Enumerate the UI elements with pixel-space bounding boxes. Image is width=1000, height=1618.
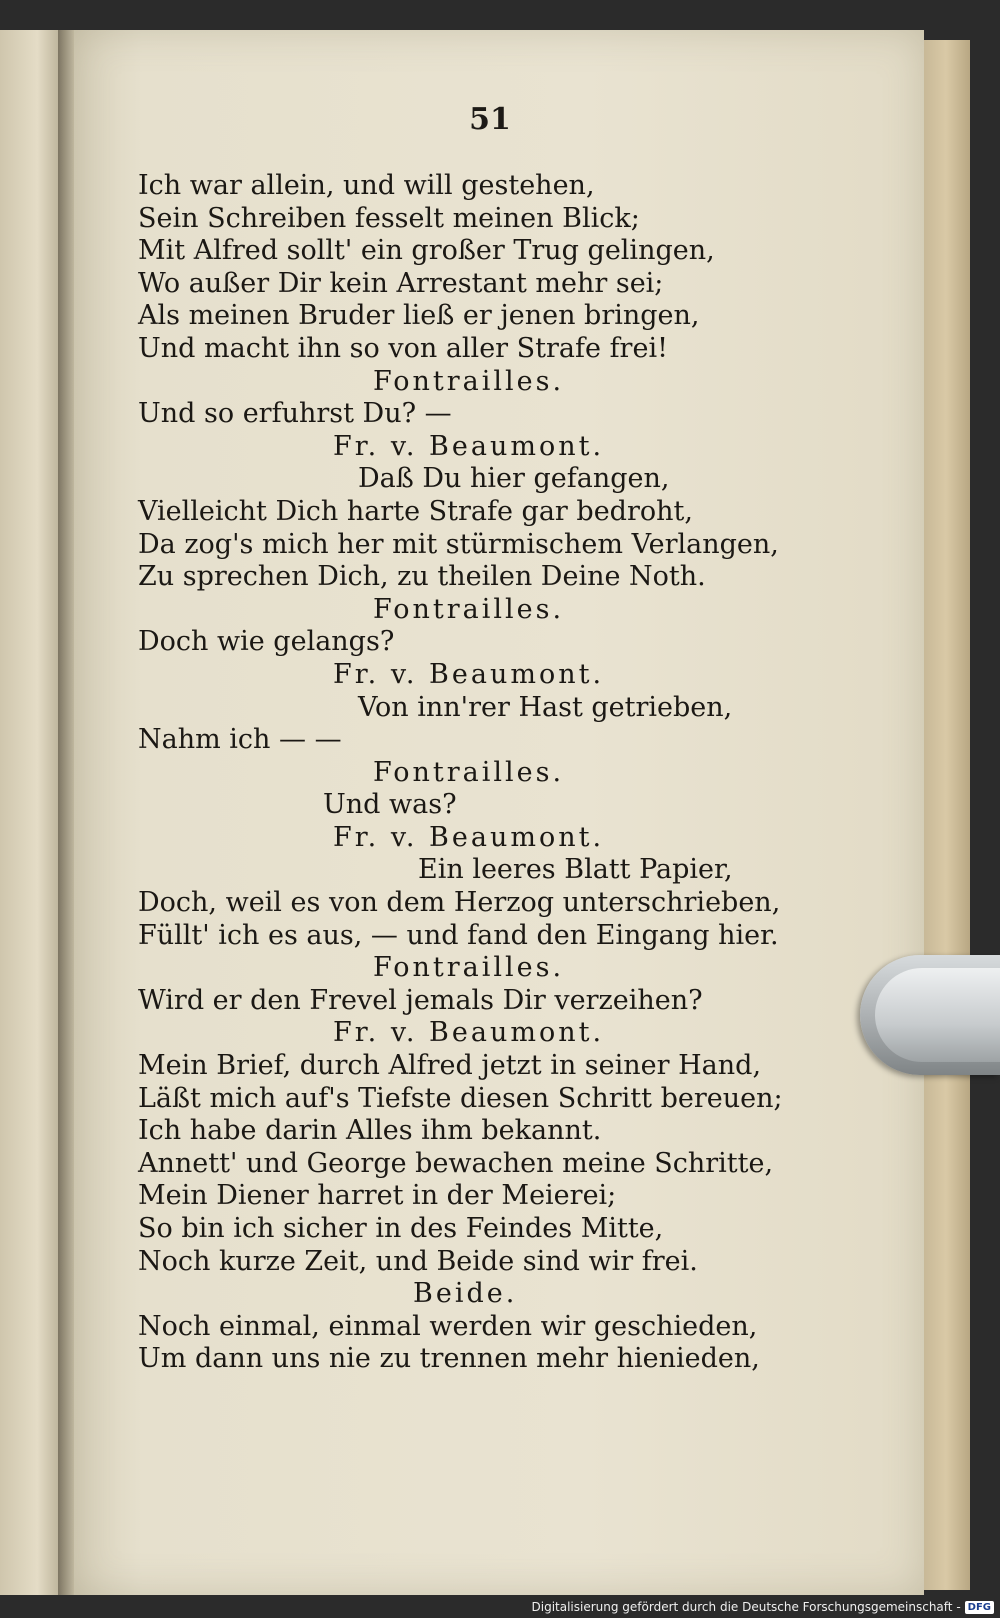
verse-line: Läßt mich auf's Tiefste diesen Schritt bereuen;: [138, 1082, 783, 1114]
speaker-name: Fontrailles.: [373, 756, 565, 788]
speaker-name: Fr. v. Beaumont.: [333, 821, 605, 853]
verse-line: Wo außer Dir kein Arrestant mehr sei;: [138, 267, 664, 299]
speaker-name: Fr. v. Beaumont.: [333, 430, 605, 462]
verse-line: So bin ich sicher in des Feindes Mitte,: [138, 1213, 664, 1244]
speaker-name: Beide.: [413, 1278, 518, 1310]
footer-credit-text: Digitalisierung gefördert durch die Deutsche Forschungsgemeinschaft -: [531, 1600, 961, 1614]
footer-credit: [532, 1600, 995, 1614]
verse-line: Füllt' ich es aus, — und fand den Eingang hier.: [138, 919, 779, 951]
verse-line: Wird er den Frevel jemals Dir verzeihen?: [138, 984, 703, 1016]
verse-line: Noch kurze Zeit, und Beide sind wir frei.: [138, 1245, 698, 1277]
speaker-name: Fr. v. Beaumont.: [333, 658, 605, 690]
poem-text-block: [138, 170, 818, 1376]
speaker-name: Fontrailles.: [373, 593, 565, 625]
verse-line: Um dann uns nie zu trennen mehr hienieden,: [138, 1343, 760, 1375]
verse-line: Und macht ihn so von aller Strafe frei!: [138, 332, 668, 364]
verse-line: Zu sprechen Dich, zu theilen Deine Noth.: [138, 561, 706, 593]
page-stack-edge: [922, 40, 970, 1590]
speaker-name: Fontrailles.: [373, 365, 565, 397]
verse-line: Daß Du hier gefangen,: [358, 463, 670, 495]
facing-page-edge: [0, 30, 64, 1595]
verse-line: Doch, weil es von dem Herzog unterschrieben,: [138, 887, 781, 919]
dfg-logo: DFG: [965, 1601, 994, 1614]
verse-line: Nahm ich — —: [138, 724, 342, 756]
verse-line: Als meinen Bruder ließ er jenen bringen,: [138, 300, 700, 332]
verse-line: Und so erfuhrst Du? —: [138, 398, 452, 430]
verse-line: Sein Schreiben fesselt meinen Blick;: [138, 202, 640, 234]
page-number: 51: [469, 102, 511, 137]
page-clip-highlight: [875, 968, 1000, 1062]
verse-line: Da zog's mich her mit stürmischem Verlangen,: [138, 528, 779, 560]
verse-line: Ein leeres Blatt Papier,: [418, 854, 733, 886]
verse-line: Mein Brief, durch Alfred jetzt in seiner Hand,: [138, 1050, 762, 1082]
verse-line: Von inn'rer Hast getrieben,: [358, 691, 733, 723]
speaker-name: Fontrailles.: [373, 952, 565, 984]
verse-line: Mein Diener harret in der Meierei;: [138, 1180, 617, 1212]
verse-line: Annett' und George bewachen meine Schritte,: [138, 1147, 774, 1179]
verse-line: Und was?: [323, 789, 457, 821]
verse-line: Doch wie gelangs?: [138, 626, 395, 658]
speaker-name: Fr. v. Beaumont.: [333, 1017, 605, 1049]
verse-line: Noch einmal, einmal werden wir geschieden,: [138, 1310, 758, 1342]
verse-line: Vielleicht Dich harte Strafe gar bedroht,: [138, 495, 693, 527]
verse-line: Ich habe darin Alles ihm bekannt.: [138, 1115, 602, 1147]
verse-line: Ich war allein, und will gestehen,: [138, 170, 595, 201]
verse-line: Mit Alfred sollt' ein großer Trug gelingen,: [138, 235, 715, 267]
